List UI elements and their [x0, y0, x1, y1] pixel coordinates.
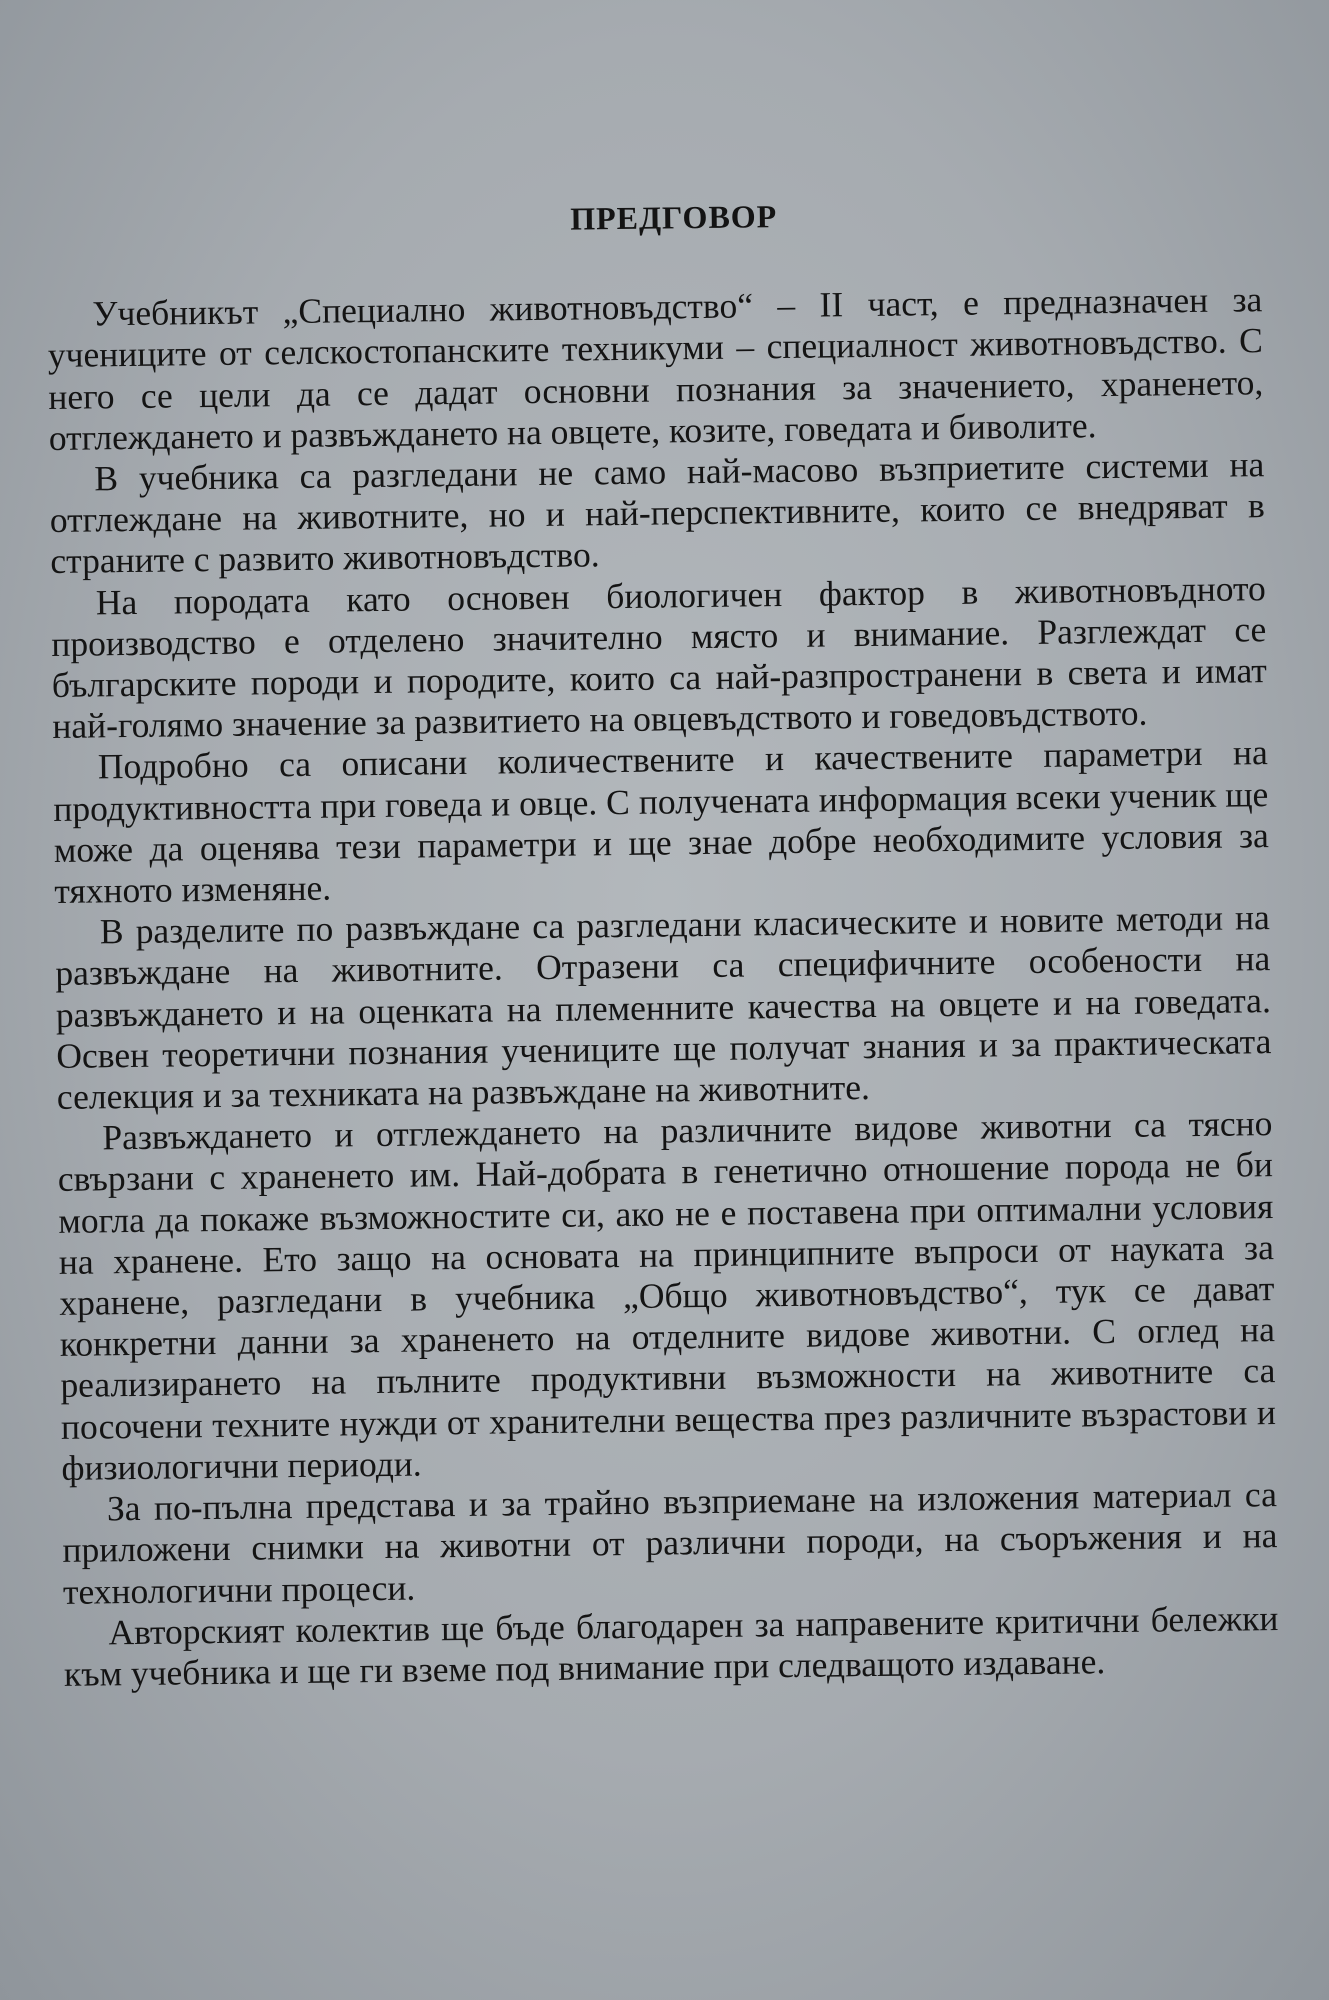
paragraph-6: Развъждането и отглеждането на различните видове животни са тясно свързани с храненето им. Най-добрата в генетично отношение порода не би могла да покаже възможностите си, ако не е поставена при оптимални условия на хранене. Ето защо на основата на принципните въпроси от науката за хранене, разгледани в учебника „Общо животновъдство“, тук се дават конкретни данни за храненето на отделните видове животни. С оглед на реализирането на пълните продуктивни възможности на животните са посочени техните нужди от хранителни вещества през различните възрастови и физиологични периоди. [57, 1103, 1277, 1488]
paragraph-1: Учебникът „Специално животновъдство“ – II част, е предназначен за учениците от селскостопанските техникуми – специалност животновъдство. С него се цели да се дадат основни познания за значението, храненето, отглеждането и развъждането на овцете, козите, говедата и биволите. [47, 279, 1264, 458]
paragraph-2: В учебника са разгледани не само най-масово възприетите системи на отглеждане на животните, но и най-перспективните, които се внедряват в страните с развито животновъдство. [49, 444, 1266, 582]
paragraph-4: Подробно са описани количествените и качествените параметри на продуктивността при говеда и овце. С получената информация всеки ученик ще може да оценява тези параметри и ще знае добре необходимите условия за тяхното изменяне. [53, 732, 1270, 911]
paragraph-3: На породата като основен биологичен фактор в животновъдното производство е отделено значително място и внимание. Разглеждат се българските породи и породите, които са най-разпространени в света и имат най-голямо значение за развитието на овцевъдството и говедовъдството. [51, 567, 1268, 747]
paragraph-8: Авторският колектив ще бъде благодарен за направените критични бележки към учебника и ще ги вземе под внимание при следващото издаване. [63, 1597, 1279, 1694]
preface-text [46, 190, 1279, 1695]
page-title: ПРЕДГОВОР [569, 198, 778, 237]
paragraph-5: В разделите по развъждане са разгледани класическите и новите методи на развъждане на животните. Отразени са специфичните особености на развъждането и на оценката на племенните качества на овцете и на говедата. Освен теоретични познания учениците ще получат знания и за практическата селекция и за техниката на развъждане на животните. [55, 897, 1272, 1117]
paragraph-7: За по-пълна представа и за трайно възприемане на изложения материал са приложени снимки на животни от различни породи, на съоръжения и на технологични процеси. [62, 1474, 1278, 1612]
